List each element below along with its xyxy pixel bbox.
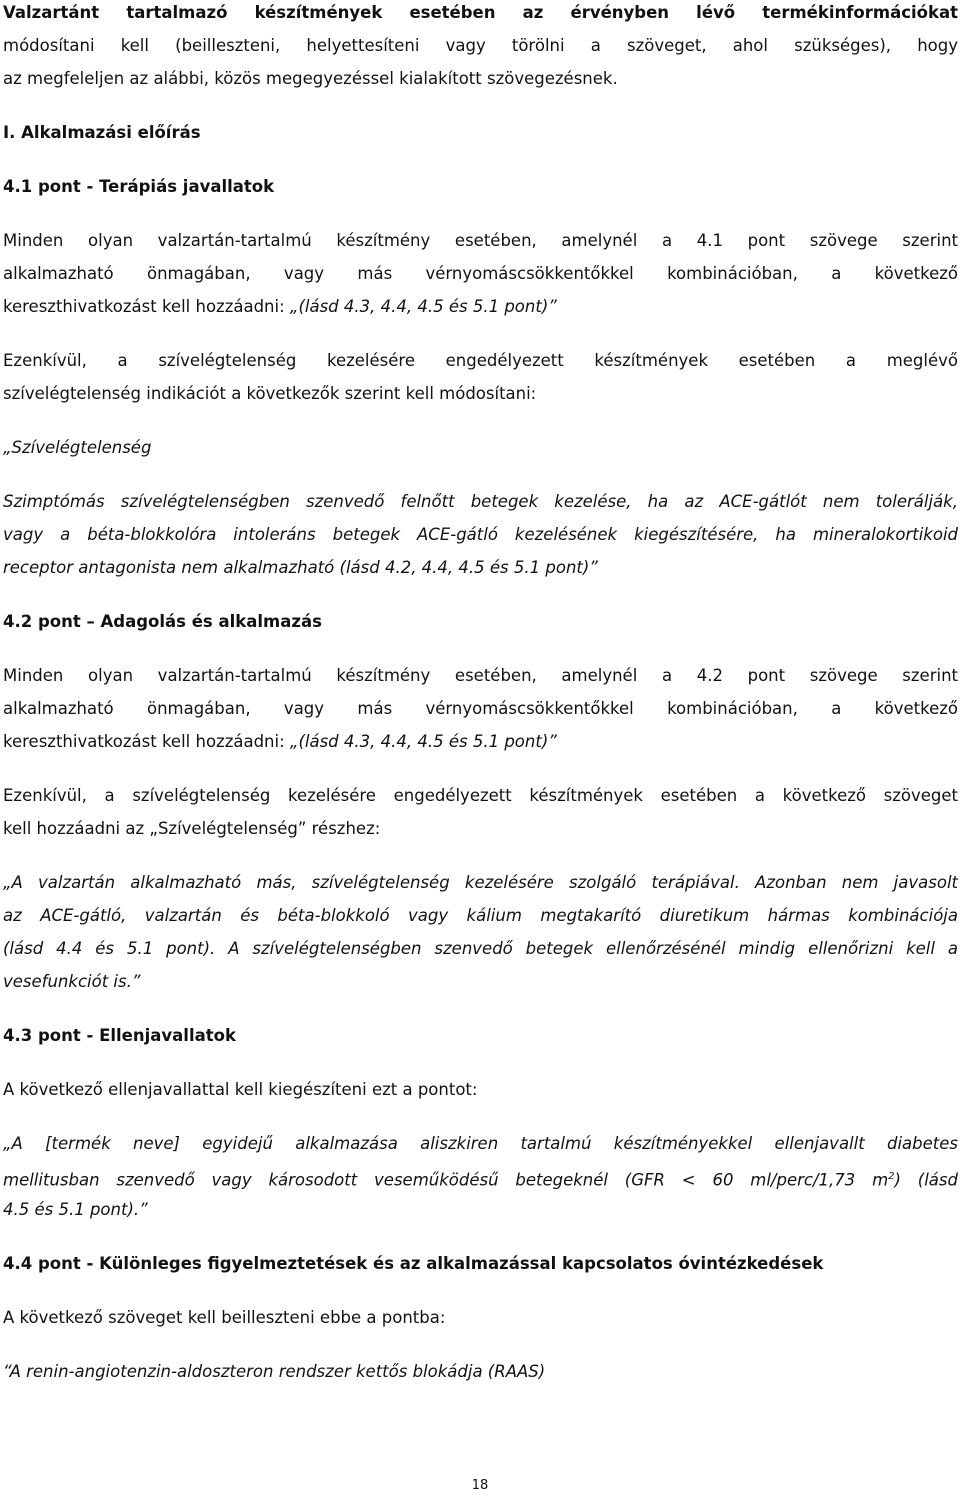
section-heading: I. Alkalmazási előírás <box>3 123 201 142</box>
s41-quote-line-1: Szimptómás szívelégtelenségben szenvedő felnőtt betegek kezelése, ha az ACE-gátlót nem tolerálják, <box>3 492 958 511</box>
s43-quote-line-1: „A [termék neve] egyidejű alkalmazása aliszkiren tartalmú készítményekkel ellenjavallt diabetes <box>3 1134 958 1153</box>
s43-quote-text-a: mellitusban szenvedő vagy károsodott veseműködésű betegeknél (GFR < 60 ml/perc/1,73 m <box>3 1170 889 1190</box>
intro-line-3: az megfeleljen az alábbi, közös megegyezéssel kialakított szövegezésnek. <box>3 69 618 88</box>
page-number: 18 <box>471 1478 489 1493</box>
heading-4-2: 4.2 pont – Adagolás és alkalmazás <box>3 612 322 631</box>
s42-para1-line-3 <box>3 725 958 758</box>
s42-quote-line-4: vesefunkciót is.” <box>3 972 141 991</box>
s41-para1-text: kereszthivatkozást kell hozzáadni: <box>3 297 290 316</box>
s41-para1-line-2: alkalmazható önmagában, vagy más vérnyomáscsökkentőkkel kombinációban, a következő <box>3 264 958 283</box>
s42-para1-line-2: alkalmazható önmagában, vagy más vérnyomáscsökkentőkkel kombinációban, a következő <box>3 699 958 718</box>
s43-quote-line-2 <box>3 1160 958 1197</box>
s43-quote-superscript: 2 <box>888 1171 895 1182</box>
s41-quote-line-3: receptor antagonista nem alkalmazható (lásd 4.2, 4.4, 4.5 és 5.1 pont)” <box>3 558 598 577</box>
s42-cross-reference: „(lásd 4.3, 4.4, 4.5 és 5.1 pont)” <box>289 732 557 751</box>
heading-4-3: 4.3 pont - Ellenjavallatok <box>3 1026 236 1045</box>
s43-para1: A következő ellenjavallattal kell kiegészíteni ezt a pontot: <box>3 1080 478 1099</box>
s41-para1-line-3 <box>3 290 958 323</box>
s41-para2-line-2: szívelégtelenség indikációt a következők szerint kell módosítani: <box>3 384 537 403</box>
heading-4-1: 4.1 pont - Terápiás javallatok <box>3 177 275 196</box>
s41-cross-reference: „(lásd 4.3, 4.4, 4.5 és 5.1 pont)” <box>289 297 557 316</box>
s41-quote-title: „Szívelégtelenség <box>3 438 152 457</box>
s41-quote-line-2: vagy a béta-blokkolóra intoleráns betegek ACE-gátló kezelésének kiegészítésére, ha mineralokortikoid <box>3 525 958 544</box>
s41-para2-line-1: Ezenkívül, a szívelégtelenség kezelésére engedélyezett készítmények esetében a meglévő <box>3 351 958 370</box>
intro-line-2: módosítani kell (beilleszteni, helyettesíteni vagy törölni a szöveget, ahol szükséges), hogy <box>3 36 958 55</box>
s42-para1-line-1: Minden olyan valzartán-tartalmú készítmény esetében, amelynél a 4.2 pont szövege szerint <box>3 666 958 685</box>
s42-para1-text: kereszthivatkozást kell hozzáadni: <box>3 732 290 751</box>
s42-quote-line-3: (lásd 4.4 és 5.1 pont). A szívelégtelenségben szenvedő betegek ellenőrzésénél mindig ellenőrizni kell a <box>3 939 958 958</box>
s41-para1-line-1: Minden olyan valzartán-tartalmú készítmény esetében, amelynél a 4.1 pont szövege szerint <box>3 231 958 250</box>
s44-quote: “A renin-angiotenzin-aldoszteron rendszer kettős blokádja (RAAS) <box>3 1362 546 1381</box>
s44-para1: A következő szöveget kell beilleszteni ebbe a pontba: <box>3 1308 446 1327</box>
intro-line-1: Valzartánt tartalmazó készítmények esetében az érvényben lévő termékinformációkat <box>3 3 958 22</box>
s42-para2-line-2: kell hozzáadni az „Szívelégtelenség” részhez: <box>3 819 381 838</box>
s42-quote-line-1: „A valzartán alkalmazható más, szívelégtelenség kezelésére szolgáló terápiával. Azonban nem javasolt <box>3 873 958 892</box>
s43-quote-line-3: 4.5 és 5.1 pont).” <box>3 1200 148 1219</box>
s42-quote-line-2: az ACE-gátló, valzartán és béta-blokkoló vagy kálium megtakarító diuretikum hármas kombinációja <box>3 906 958 925</box>
heading-4-4: 4.4 pont - Különleges figyelmeztetések és az alkalmazással kapcsolatos óvintézkedések <box>3 1254 824 1273</box>
s43-quote-text-b: ) (lásd <box>894 1170 958 1190</box>
s42-para2-line-1: Ezenkívül, a szívelégtelenség kezelésére engedélyezett készítmények esetében a következő szöveget <box>3 786 958 805</box>
